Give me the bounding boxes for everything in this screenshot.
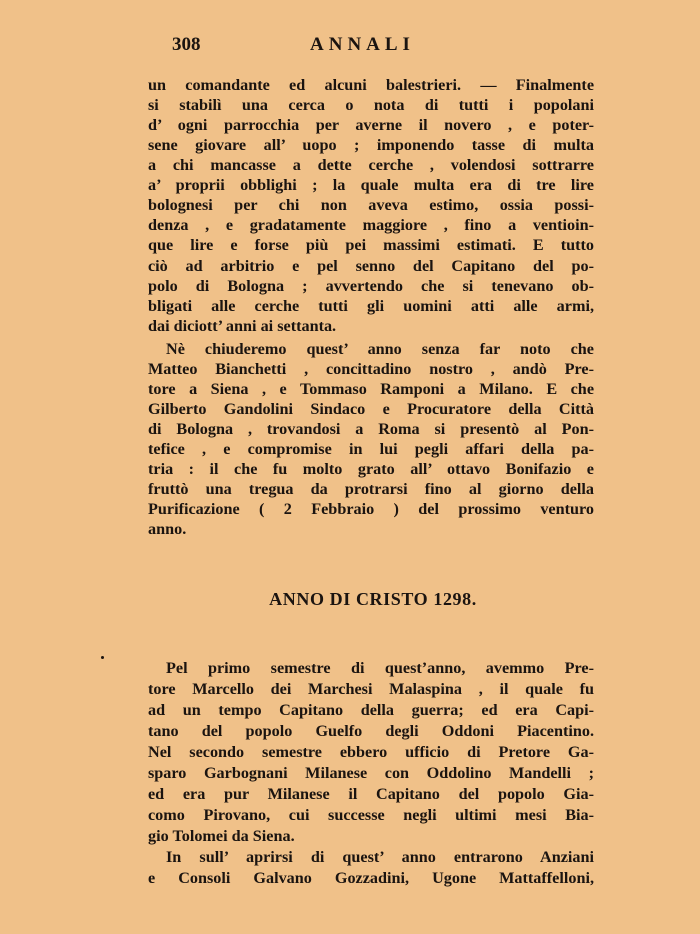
text-line: e Consoli Galvano Gozzadini, Ugone Mattaffelloni,	[148, 869, 594, 887]
text-line: bolognesi per chi non aveva estimo, ossia possi-	[148, 196, 594, 214]
text-line: Nè chiuderemo quest’ anno senza far noto che	[166, 340, 594, 358]
text-line: di Bologna , trovandosi a Roma si presentò al Pon-	[148, 420, 594, 438]
text-line: bligati alle cerche tutti gli uomini atti alle armi,	[148, 297, 594, 315]
text-line: denza , e gradatamente maggiore , fino a ventioin-	[148, 216, 594, 234]
text-line: polo di Bologna ; avvertendo che si tenevano ob-	[148, 277, 594, 295]
text-line: tano del popolo Guelfo degli Oddoni Piacentino.	[148, 722, 594, 740]
text-line: tore Marcello dei Marchesi Malaspina , il quale fu	[148, 680, 594, 698]
text-line: tria : il che fu molto grato all’ ottavo Bonifazio e	[148, 460, 594, 478]
text-line: como Pirovano, cui successe negli ultimi mesi Bia-	[148, 806, 594, 824]
text-line: gio Tolomei da Siena.	[148, 827, 295, 845]
text-line: tore a Siena , e Tommaso Ramponi a Milano. E che	[148, 380, 594, 398]
text-line: un comandante ed alcuni balestrieri. — Finalmente	[148, 76, 594, 94]
text-line: Gilberto Gandolini Sindaco e Procuratore della Città	[148, 400, 594, 418]
text-line: In sull’ aprirsi di quest’ anno entrarono Anziani	[166, 848, 594, 866]
text-line: si stabilì una cerca o nota di tutti i popolani	[148, 96, 594, 114]
text-line: ciò ad arbitrio e pel senno del Capitano del po-	[148, 257, 594, 275]
page-header	[150, 34, 598, 62]
section-heading: ANNO DI CRISTO 1298.	[269, 589, 477, 609]
text-line: Purificazione ( 2 Febbraio ) del prossimo venturo	[148, 500, 594, 518]
text-line: d’ ogni parrocchia per averne il novero , e poter-	[148, 116, 594, 134]
margin-mark	[101, 656, 104, 659]
text-line: Pel primo semestre di quest’anno, avemmo Pre-	[166, 659, 594, 677]
text-line: que lire e forse più pei massimi estimati. E tutto	[148, 236, 594, 254]
text-line: sparo Garbognani Milanese con Oddolino Mandelli ;	[148, 764, 594, 782]
page-number: 308	[172, 34, 201, 55]
text-line: ad un tempo Capitano della guerra; ed era Capi-	[148, 701, 594, 719]
text-line: a’ proprii obblighi ; la quale multa era di tre lire	[148, 176, 594, 194]
text-line: Matteo Bianchetti , concittadino nostro , andò Pre-	[148, 360, 594, 378]
text-line: Nel secondo semestre ebbero ufficio di Pretore Ga-	[148, 743, 594, 761]
text-line: ed era pur Milanese il Capitano del popolo Gia-	[148, 785, 594, 803]
text-line: sene giovare all’ uopo ; imponendo tasse di multa	[148, 136, 594, 154]
running-title: ANNALI	[310, 34, 415, 55]
text-line: tefice , e compromise in lui pegli affari della pa-	[148, 440, 594, 458]
text-line: a chi mancasse a dette cerche , volendosi sottrarre	[148, 156, 594, 174]
text-line: dai diciott’ anni ai settanta.	[148, 317, 337, 335]
text-line: anno.	[148, 520, 187, 538]
text-line: fruttò una tregua da protrarsi fino al giorno della	[148, 480, 594, 498]
